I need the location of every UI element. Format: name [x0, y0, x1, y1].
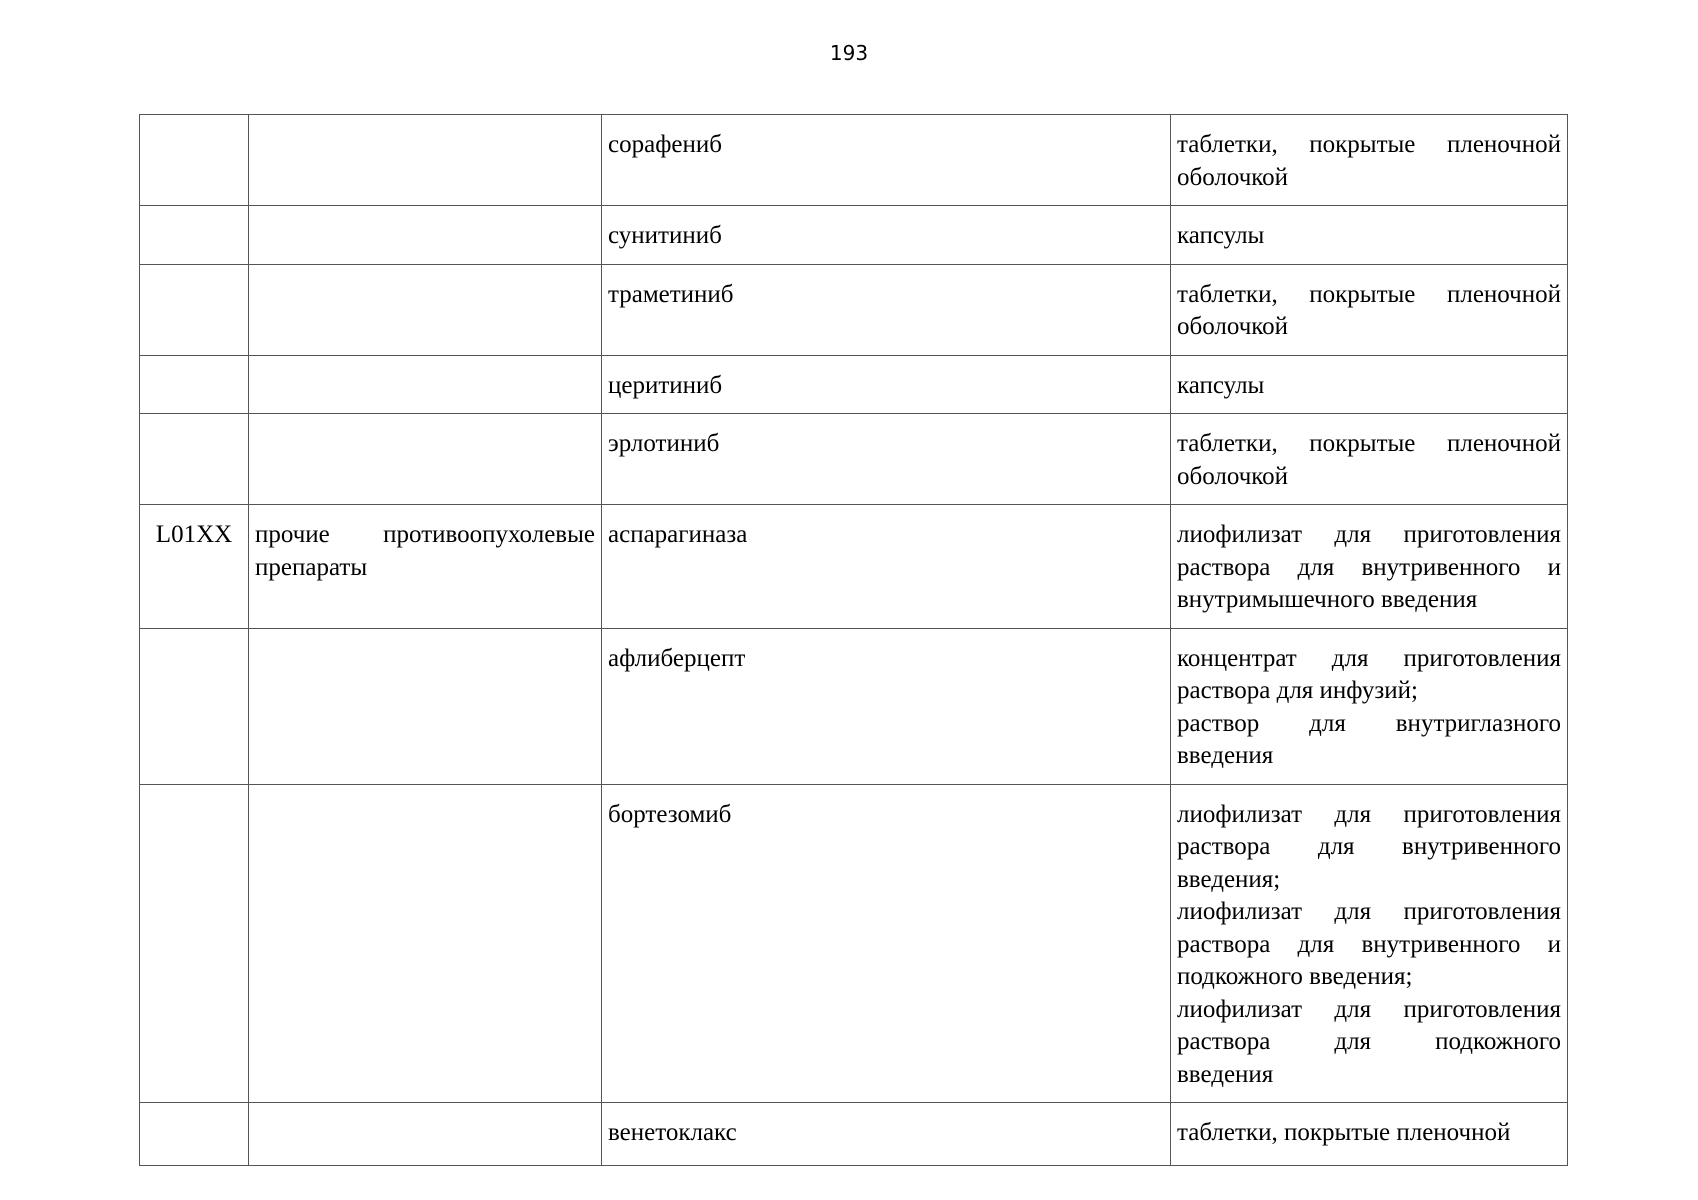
- dosage-form-line: введения;: [1177, 865, 1281, 893]
- dosage-form-line: капсулы: [1177, 371, 1265, 399]
- dosage-form-cell: [1171, 505, 1568, 629]
- dosage-form-line: таблетки, покрытые пленочной: [1177, 280, 1561, 308]
- group-cell: [249, 355, 602, 414]
- atc-code-cell: [140, 628, 249, 784]
- atc-code-cell: [140, 784, 249, 1103]
- dosage-form-line: внутримышечного введения: [1177, 586, 1478, 613]
- table-row: [140, 784, 1568, 1103]
- dosage-form-line: лиофилизат для приготовления: [1177, 521, 1561, 548]
- dosage-form-line: оболочкой: [1177, 313, 1289, 340]
- table-row: [140, 628, 1568, 784]
- dosage-form-cell: [1171, 355, 1568, 414]
- dosage-form-line: таблетки, покрытые пленочной: [1177, 430, 1561, 457]
- atc-code-cell: [140, 1103, 249, 1166]
- dosage-form-cell: [1171, 414, 1568, 505]
- dosage-form-line: подкожного введения;: [1177, 963, 1413, 990]
- dosage-form-line: раствора для инфузий;: [1177, 677, 1418, 704]
- dosage-form-cell: [1171, 1103, 1568, 1166]
- group-line: препараты: [255, 553, 368, 581]
- group-cell: [249, 206, 602, 265]
- dosage-form-line: раствора для внутривенного и: [1177, 930, 1561, 958]
- dosage-form-cell: [1171, 206, 1568, 265]
- drug-table: [139, 114, 1568, 1166]
- atc-code-cell: [140, 355, 249, 414]
- drug-name-cell: аспарагиназа: [602, 505, 1171, 629]
- dosage-form-line: раствора для внутривенного и: [1177, 553, 1561, 581]
- atc-code-cell: [140, 115, 249, 206]
- group-cell: [249, 1103, 602, 1166]
- atc-code-cell: L01XX: [140, 505, 249, 629]
- drug-name-cell: траметиниб: [602, 264, 1171, 355]
- atc-code-cell: [140, 414, 249, 505]
- table-row: [140, 264, 1568, 355]
- group-cell: [249, 264, 602, 355]
- dosage-form-line: раствора для подкожного: [1177, 1028, 1561, 1055]
- atc-code-cell: [140, 206, 249, 265]
- dosage-form-cell: [1171, 264, 1568, 355]
- drug-name-cell: сорафениб: [602, 115, 1171, 206]
- drug-name-cell: эрлотиниб: [602, 414, 1171, 505]
- dosage-form-line: введения: [1177, 1060, 1274, 1088]
- drug-name-cell: сунитиниб: [602, 206, 1171, 265]
- group-cell: [249, 414, 602, 505]
- drug-name-cell: венетоклакс: [602, 1103, 1171, 1166]
- table-row: [140, 1103, 1568, 1166]
- drug-name-cell: церитиниб: [602, 355, 1171, 414]
- table-row: [140, 206, 1568, 265]
- dosage-form-line: таблетки, покрытые пленочной: [1177, 131, 1561, 158]
- table-row: [140, 115, 1568, 206]
- atc-code-cell: [140, 264, 249, 355]
- dosage-form-line: оболочкой: [1177, 462, 1289, 490]
- drug-name-cell: бортезомиб: [602, 784, 1171, 1103]
- table-row: [140, 505, 1568, 629]
- table-row: [140, 355, 1568, 414]
- dosage-form-line: концентрат для приготовления: [1177, 644, 1561, 672]
- dosage-form-line: таблетки, покрытые пленочной: [1177, 1119, 1511, 1146]
- dosage-form-cell: [1171, 784, 1568, 1103]
- dosage-form-line: раствора для внутривенного: [1177, 833, 1561, 860]
- dosage-form-line: лиофилизат для приготовления: [1177, 995, 1561, 1023]
- group-cell: [249, 115, 602, 206]
- dosage-form-line: раствор для внутриглазного: [1177, 709, 1561, 737]
- page-number: 193: [829, 41, 869, 65]
- table-body: [140, 115, 1568, 1166]
- dosage-form-cell: [1171, 115, 1568, 206]
- group-cell: [249, 628, 602, 784]
- dosage-form-line: введения: [1177, 742, 1274, 769]
- table-row: [140, 414, 1568, 505]
- dosage-form-line: оболочкой: [1177, 163, 1289, 191]
- dosage-form-line: лиофилизат для приготовления: [1177, 898, 1561, 925]
- dosage-form-line: капсулы: [1177, 222, 1265, 249]
- group-line: прочие противоопухолевые: [255, 521, 595, 548]
- group-cell: [249, 784, 602, 1103]
- dosage-form-cell: [1171, 628, 1568, 784]
- drug-name-cell: афлиберцепт: [602, 628, 1171, 784]
- group-cell: [249, 505, 602, 629]
- dosage-form-line: лиофилизат для приготовления: [1177, 800, 1561, 828]
